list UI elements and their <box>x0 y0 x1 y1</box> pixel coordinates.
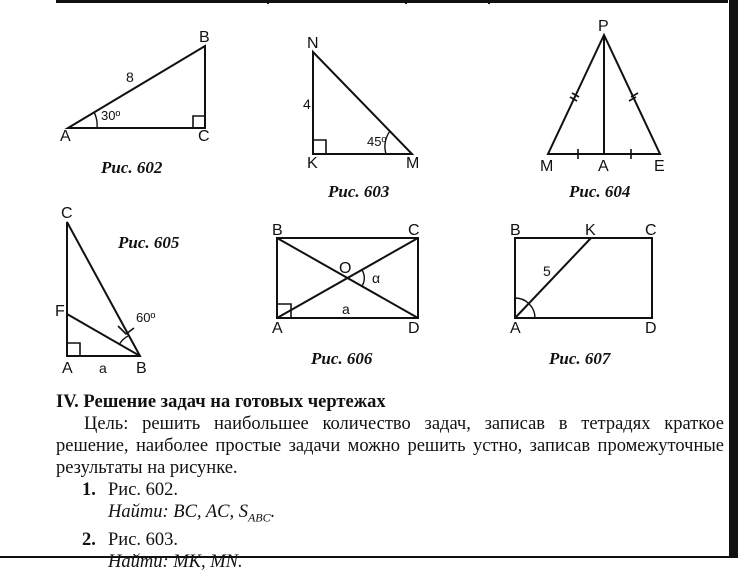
figure-607 <box>515 238 652 318</box>
find-subscript: ABC <box>247 510 271 525</box>
find-label: Найти <box>108 551 163 572</box>
vertex-label: K <box>307 155 318 172</box>
task-number: 1. <box>82 480 96 500</box>
vertex-label: P <box>598 18 609 35</box>
find-label: Найти <box>108 502 163 522</box>
vertex-label: O <box>339 260 352 277</box>
angle-label: 30º <box>101 108 121 123</box>
side-label: a <box>342 301 350 317</box>
vertex-label: M <box>406 155 420 172</box>
angle-arc <box>94 112 97 128</box>
figure-caption: Рис. 603 <box>328 182 390 201</box>
vertex-label: F <box>55 303 65 320</box>
task-item <box>56 529 724 551</box>
side-label: 8 <box>126 69 134 85</box>
vertex-label: C <box>61 205 73 222</box>
task-number: 2. <box>82 529 96 550</box>
angle-arc <box>362 270 364 286</box>
right-angle-mark <box>313 140 326 154</box>
vertex-label: B <box>136 360 147 377</box>
task-find <box>56 551 724 573</box>
vertex-label: E <box>654 158 665 175</box>
figure-caption: Рис. 602 <box>101 158 163 177</box>
angle-label: 45º <box>367 134 387 149</box>
figure-603 <box>313 52 412 154</box>
vertex-label: A <box>60 128 71 145</box>
vertex-label: D <box>408 320 420 337</box>
find-text: : BC, AC, S <box>162 502 248 522</box>
section-title: IV. Решение задач на готовых чертежах <box>56 392 386 412</box>
vertex-label: K <box>585 222 596 239</box>
vertex-label: B <box>199 29 210 46</box>
find-end: . <box>270 502 276 522</box>
rectangle-abcd <box>515 238 652 318</box>
angle-arc <box>119 336 128 345</box>
vertex-label: M <box>540 158 554 175</box>
right-angle-mark <box>193 116 205 128</box>
find-text: : MK, MN. <box>162 551 243 572</box>
task-item <box>56 479 724 501</box>
segment-ak <box>515 238 591 318</box>
vertex-label: N <box>307 35 319 52</box>
figure-caption: Рис. 607 <box>549 349 611 368</box>
task-figure-ref: Рис. 603. <box>108 529 179 550</box>
figure-602 <box>68 46 205 128</box>
section-text <box>56 391 724 573</box>
section-paragraph: Цель: решить наибольшее количество задач, записав в тетрадях краткое решение, наиболее простые задачи можно решить устно, записав промежуточные результаты на рисунке. <box>56 414 724 478</box>
vertex-label: C <box>408 222 420 239</box>
triangle-abc <box>68 46 205 128</box>
task-find <box>56 501 724 529</box>
task-figure-ref: Рис. 602. <box>108 480 179 500</box>
figure-caption: Рис. 605 <box>118 233 180 252</box>
side-label: 5 <box>543 263 551 279</box>
vertex-label: C <box>645 222 657 239</box>
angle-label: α <box>372 270 381 286</box>
vertex-label: B <box>272 222 283 239</box>
vertex-label: D <box>645 320 657 337</box>
angle-label: 60º <box>136 310 156 325</box>
figure-caption: Рис. 606 <box>311 349 373 368</box>
vertex-label: C <box>198 128 210 145</box>
triangle-nkm <box>313 52 412 154</box>
vertex-label: A <box>510 320 521 337</box>
side-label: 4 <box>303 96 311 112</box>
figure-604 <box>548 35 660 159</box>
right-angle-mark <box>67 343 80 356</box>
figure-caption: Рис. 604 <box>569 182 631 201</box>
vertex-label: A <box>62 360 73 377</box>
vertex-label: A <box>598 158 609 175</box>
side-label: a <box>99 360 107 376</box>
vertex-label: A <box>272 320 283 337</box>
vertex-label: B <box>510 222 521 239</box>
